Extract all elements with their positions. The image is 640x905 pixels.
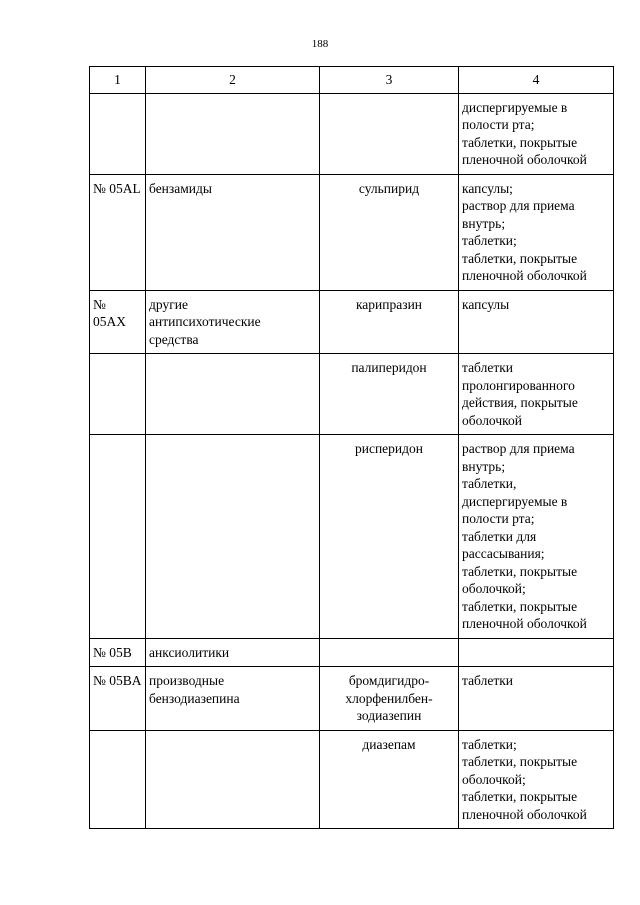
table-header-row <box>90 67 614 94</box>
group-name-cell: бензамиды <box>146 174 320 290</box>
drug-name-cell <box>320 638 459 667</box>
drug-table <box>89 66 614 829</box>
page-number: 188 <box>311 38 329 50</box>
table-row <box>90 730 614 829</box>
table-row <box>90 354 614 435</box>
drug-name-cell: карипразин <box>320 290 459 354</box>
table-row <box>90 290 614 354</box>
drug-name-cell: палиперидон <box>320 354 459 435</box>
atc-code-cell <box>90 730 146 829</box>
atc-code-cell <box>90 435 146 639</box>
group-name-cell <box>146 435 320 639</box>
table-row <box>90 435 614 639</box>
dosage-forms-cell: капсулы <box>459 290 614 354</box>
dosage-forms-cell: таблетки <box>459 667 614 731</box>
drug-name-cell: бромдигидро- хлорфенилбен- зодиазепин <box>320 667 459 731</box>
dosage-forms-cell <box>459 638 614 667</box>
atc-code-cell <box>90 93 146 174</box>
column-header-4: 4 <box>459 67 614 94</box>
column-header-3: 3 <box>320 67 459 94</box>
group-name-cell: анксиолитики <box>146 638 320 667</box>
group-name-cell: другие антипсихотические средства <box>146 290 320 354</box>
dosage-forms-cell: раствор для приема внутрь; таблетки, диспергируемые в полости рта; таблетки для рассасывания; таблетки, покрытые оболочкой; таблетки, покрытые пленочной оболочкой <box>459 435 614 639</box>
column-header-1: 1 <box>90 67 146 94</box>
dosage-forms-cell: таблетки пролонгированного действия, покрытые оболочкой <box>459 354 614 435</box>
table-row <box>90 93 614 174</box>
atc-code-cell: № 05BA <box>90 667 146 731</box>
group-name-cell <box>146 354 320 435</box>
table-row <box>90 667 614 731</box>
dosage-forms-cell: капсулы; раствор для приема внутрь; таблетки; таблетки, покрытые пленочной оболочкой <box>459 174 614 290</box>
group-name-cell <box>146 730 320 829</box>
drug-name-cell: диазепам <box>320 730 459 829</box>
table-row <box>90 174 614 290</box>
atc-code-cell: № 05AL <box>90 174 146 290</box>
group-name-cell <box>146 93 320 174</box>
group-name-cell: производные бензодиазепина <box>146 667 320 731</box>
table-row <box>90 638 614 667</box>
drug-name-cell <box>320 93 459 174</box>
drug-name-cell: сульпирид <box>320 174 459 290</box>
column-header-2: 2 <box>146 67 320 94</box>
atc-code-cell: № 05B <box>90 638 146 667</box>
dosage-forms-cell: таблетки; таблетки, покрытые оболочкой; таблетки, покрытые пленочной оболочкой <box>459 730 614 829</box>
atc-code-cell: № 05AX <box>90 290 146 354</box>
dosage-forms-cell: диспергируемые в полости рта; таблетки, покрытые пленочной оболочкой <box>459 93 614 174</box>
atc-code-cell <box>90 354 146 435</box>
drug-name-cell: рисперидон <box>320 435 459 639</box>
